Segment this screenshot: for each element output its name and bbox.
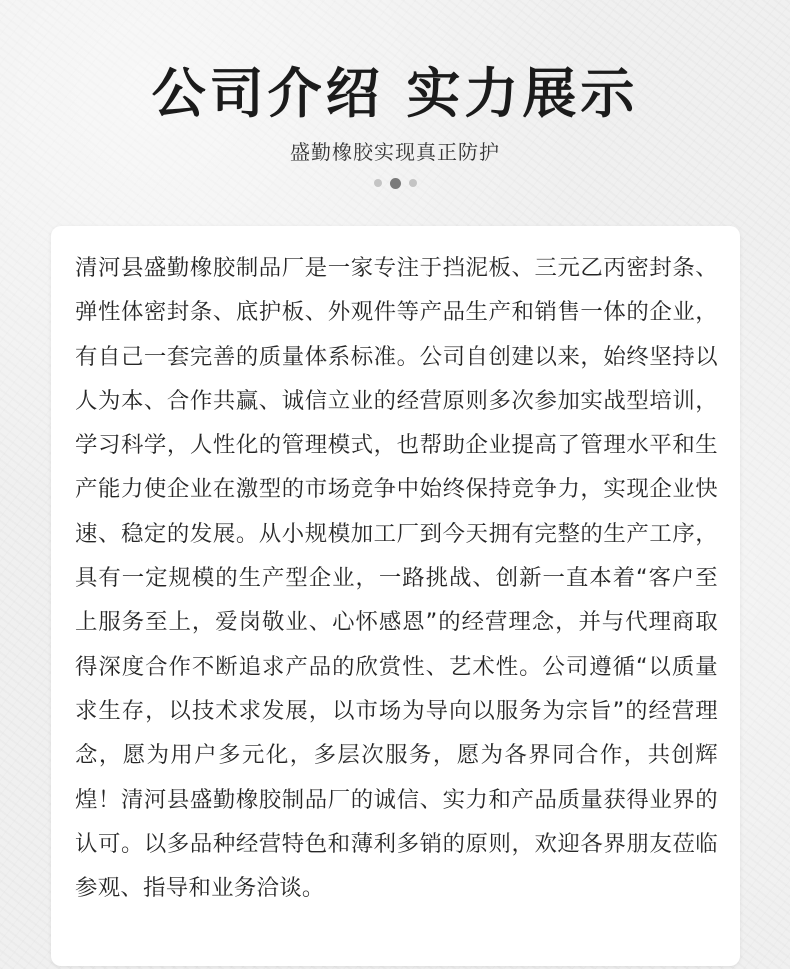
pagination-dots bbox=[0, 176, 790, 190]
page-subtitle: 盛勤橡胶实现真正防护 bbox=[290, 140, 500, 164]
page-header bbox=[0, 58, 790, 190]
pagination-dot-active[interactable] bbox=[390, 178, 401, 189]
page-title: 公司介绍 实力展示 bbox=[151, 62, 639, 125]
pagination-dot[interactable] bbox=[374, 179, 382, 187]
intro-card bbox=[51, 226, 740, 966]
intro-text: 清河县盛勤橡胶制品厂是一家专注于挡泥板、三元乙丙密封条、弹性体密封条、底护板、外观件等产品生产和销售一体的企业，有自己一套完善的质量体系标准。公司自创建以来，始终坚持以人为本、合作共赢、诚信立业的经营原则多次参加实战型培训，学习科学，人性化的管理模式，也帮助企业提高了管理水平和生产能力使企业在激型的市场竞争中始终保持竞争力，实现企业快速、稳定的发展。从小规模加工厂到今天拥有完整的生产工序，具有一定规模的生产型企业，一路挑战、创新一直本着“客户至上服务至上，爱岗敬业、心怀感恩”的经营理念，并与代理商取得深度合作不断追求产品的欣赏性、艺术性。公司遵循“以质量求生存，以技术求发展，以市场为导向以服务为宗旨”的经营理念，愿为用户多元化，多层次服务，愿为各界同合作，共创辉煌！清河县盛勤橡胶制品厂的诚信、实力和产品质量获得业界的认可。以多品种经营特色和薄利多销的原则，欢迎各界朋友莅临参观、指导和业务洽谈。 bbox=[75, 255, 718, 902]
pagination-dot[interactable] bbox=[409, 179, 417, 187]
